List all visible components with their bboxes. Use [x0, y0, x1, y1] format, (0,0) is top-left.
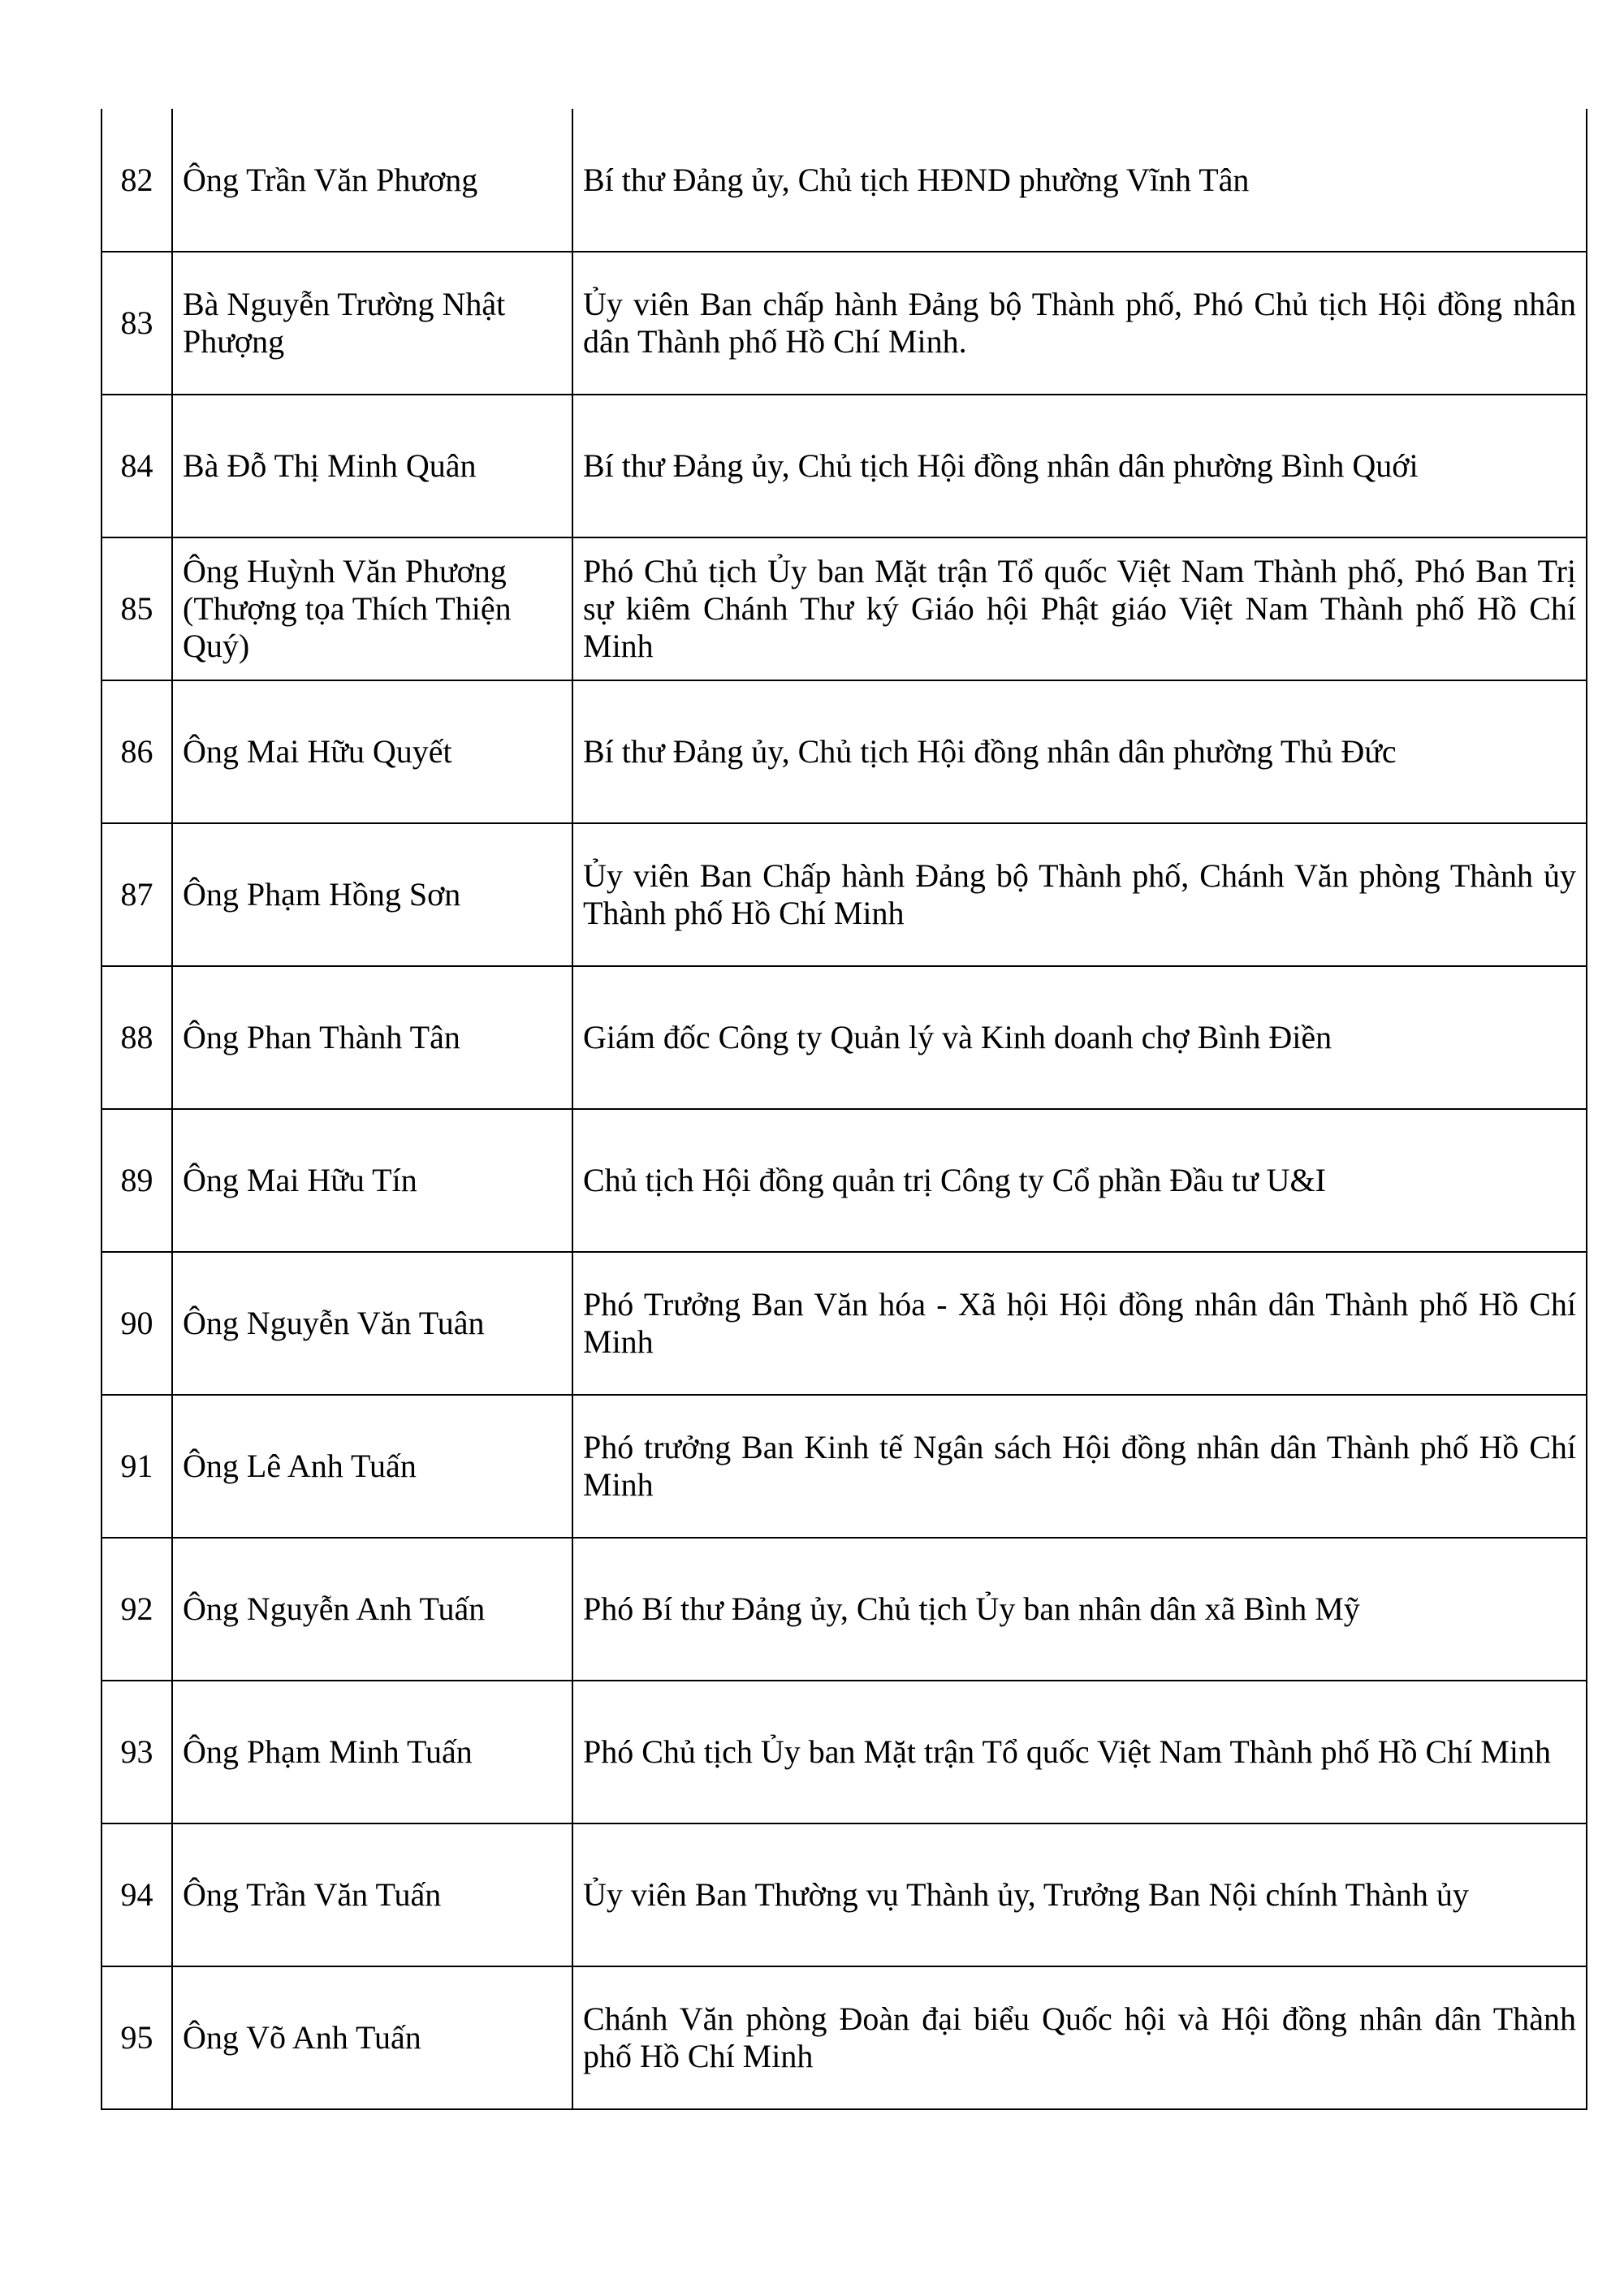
- member-position: Chủ tịch Hội đồng quản trị Công ty Cổ phần Đầu tư U&I: [572, 1109, 1587, 1252]
- table-row: [102, 1823, 1587, 1966]
- row-number: 92: [102, 1538, 172, 1681]
- member-position: Chánh Văn phòng Đoàn đại biểu Quốc hội và Hội đồng nhân dân Thành phố Hồ Chí Minh: [572, 1966, 1587, 2109]
- member-position: Bí thư Đảng ủy, Chủ tịch HĐND phường Vĩnh Tân: [572, 109, 1587, 252]
- table-row: [102, 1395, 1587, 1538]
- row-number: 90: [102, 1252, 172, 1395]
- table-row: [102, 109, 1587, 252]
- member-position: Bí thư Đảng ủy, Chủ tịch Hội đồng nhân dân phường Bình Quới: [572, 395, 1587, 537]
- row-number: 83: [102, 252, 172, 395]
- member-position: Phó trưởng Ban Kinh tế Ngân sách Hội đồng nhân dân Thành phố Hồ Chí Minh: [572, 1395, 1587, 1538]
- member-position: Ủy viên Ban Thường vụ Thành ủy, Trưởng Ban Nội chính Thành ủy: [572, 1823, 1587, 1966]
- member-position: Phó Chủ tịch Ủy ban Mặt trận Tổ quốc Việt Nam Thành phố Hồ Chí Minh: [572, 1681, 1587, 1823]
- member-name: Ông Mai Hữu Tín: [172, 1109, 572, 1252]
- member-position: Ủy viên Ban Chấp hành Đảng bộ Thành phố, Chánh Văn phòng Thành ủy Thành phố Hồ Chí Minh: [572, 823, 1587, 966]
- member-name: Ông Phạm Minh Tuấn: [172, 1681, 572, 1823]
- table-row: [102, 252, 1587, 395]
- member-name: Ông Mai Hữu Quyết: [172, 680, 572, 823]
- row-number: 89: [102, 1109, 172, 1252]
- table-row: [102, 680, 1587, 823]
- member-name: Bà Nguyễn Trường Nhật Phượng: [172, 252, 572, 395]
- member-name: Ông Lê Anh Tuấn: [172, 1395, 572, 1538]
- table-row: [102, 1109, 1587, 1252]
- member-name: Bà Đỗ Thị Minh Quân: [172, 395, 572, 537]
- table-row: [102, 823, 1587, 966]
- table-row: [102, 1681, 1587, 1823]
- row-number: 93: [102, 1681, 172, 1823]
- member-position: Phó Chủ tịch Ủy ban Mặt trận Tổ quốc Việt Nam Thành phố, Phó Ban Trị sự kiêm Chánh Thư ký Giáo hội Phật giáo Việt Nam Thành phố Hồ Chí Minh: [572, 537, 1587, 680]
- table-row: [102, 395, 1587, 537]
- row-number: 82: [102, 109, 172, 252]
- row-number: 87: [102, 823, 172, 966]
- member-position: Phó Bí thư Đảng ủy, Chủ tịch Ủy ban nhân dân xã Bình Mỹ: [572, 1538, 1587, 1681]
- row-number: 88: [102, 966, 172, 1109]
- member-position: Giám đốc Công ty Quản lý và Kinh doanh chợ Bình Điền: [572, 966, 1587, 1109]
- members-table-body: [102, 109, 1587, 2109]
- member-name: Ông Võ Anh Tuấn: [172, 1966, 572, 2109]
- table-row: [102, 1538, 1587, 1681]
- member-name: Ông Trần Văn Tuấn: [172, 1823, 572, 1966]
- row-number: 85: [102, 537, 172, 680]
- row-number: 84: [102, 395, 172, 537]
- row-number: 91: [102, 1395, 172, 1538]
- member-position: Bí thư Đảng ủy, Chủ tịch Hội đồng nhân dân phường Thủ Đức: [572, 680, 1587, 823]
- member-name: Ông Nguyễn Anh Tuấn: [172, 1538, 572, 1681]
- member-position: Ủy viên Ban chấp hành Đảng bộ Thành phố, Phó Chủ tịch Hội đồng nhân dân Thành phố Hồ Chí Minh.: [572, 252, 1587, 395]
- member-name: Ông Trần Văn Phương: [172, 109, 572, 252]
- member-name: Ông Phan Thành Tân: [172, 966, 572, 1109]
- row-number: 94: [102, 1823, 172, 1966]
- member-name: Ông Huỳnh Văn Phương (Thượng tọa Thích Thiện Quý): [172, 537, 572, 680]
- table-row: [102, 966, 1587, 1109]
- member-name: Ông Phạm Hồng Sơn: [172, 823, 572, 966]
- row-number: 86: [102, 680, 172, 823]
- table-row: [102, 1252, 1587, 1395]
- member-name: Ông Nguyễn Văn Tuân: [172, 1252, 572, 1395]
- member-position: Phó Trưởng Ban Văn hóa - Xã hội Hội đồng nhân dân Thành phố Hồ Chí Minh: [572, 1252, 1587, 1395]
- table-row: [102, 537, 1587, 680]
- members-table: [101, 109, 1587, 2110]
- table-row: [102, 1966, 1587, 2109]
- row-number: 95: [102, 1966, 172, 2109]
